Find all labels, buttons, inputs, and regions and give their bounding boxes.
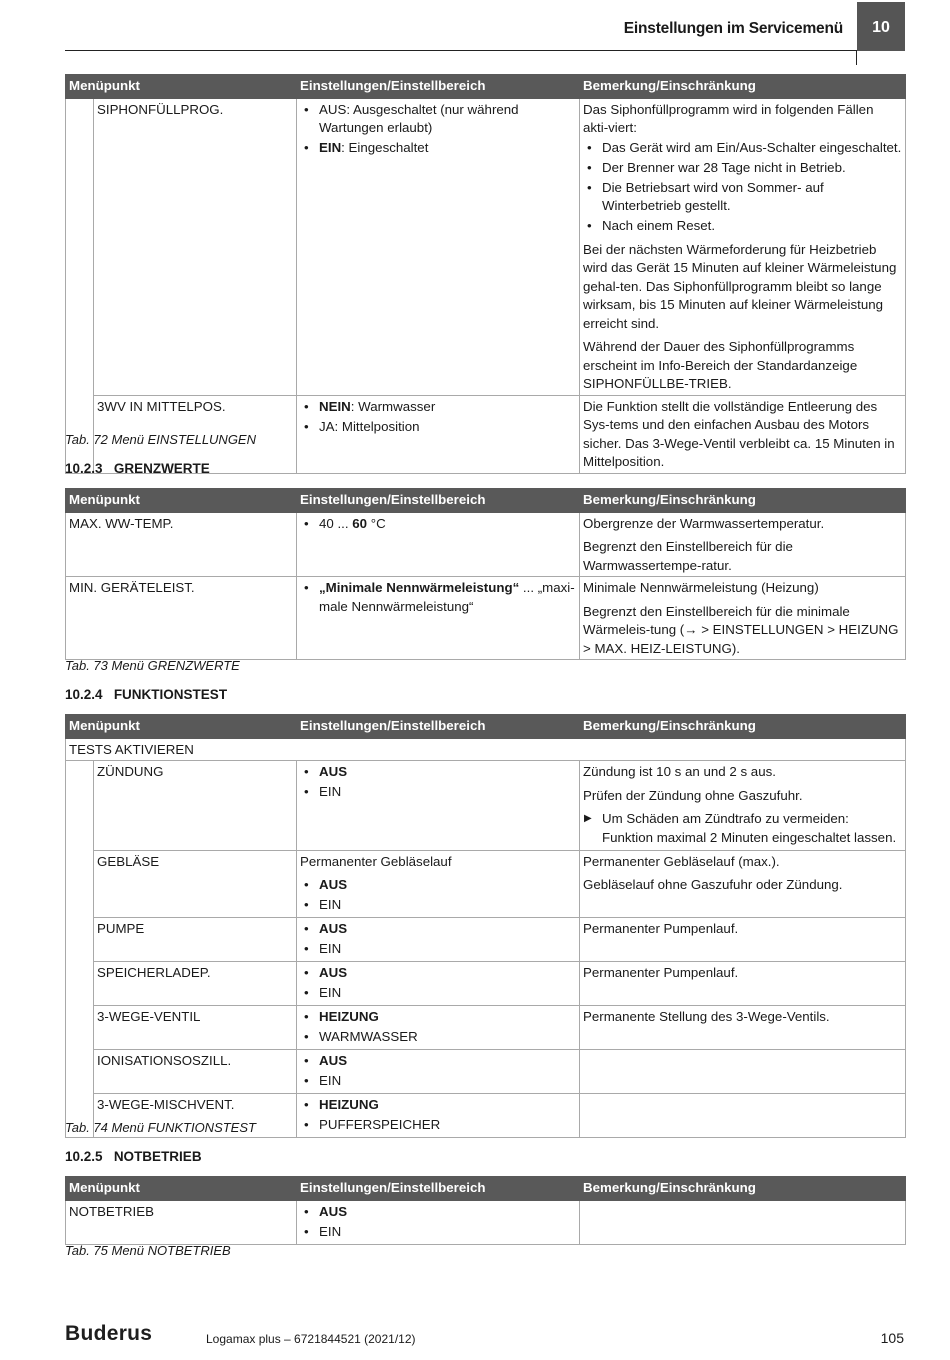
settings-cell [297, 1006, 580, 1050]
header-title: Einstellungen im Servicemenü [623, 20, 843, 37]
menu-item-cell: GEBLÄSE [94, 850, 297, 918]
settings-cell [297, 761, 580, 851]
remark-cell: Die Funktion stellt die vollständige Entleerung des Sys-tems und den einfachen Ausbau des Motors sicher. Das 3-Wege-Ventil verbleibt ca. 15 Minuten in Mittelposition. [580, 395, 906, 473]
table-header-row [66, 489, 906, 513]
col-header-menuepunkt: Menüpunkt [66, 75, 297, 99]
table-header-row [66, 1177, 906, 1201]
settings-cell [297, 577, 580, 660]
remark-text: Während der Dauer des Siphonfüllprogramms erscheint im Info-Bereich der Standardanzeige SIPHONFÜLLBE-TRIEB. [583, 339, 858, 391]
remark-cell [580, 577, 906, 660]
setting-option: • EIN [300, 896, 576, 915]
setting-option: • EIN [300, 940, 576, 959]
setting-option: • EIN [300, 783, 576, 802]
setting-option: • AUS [300, 1052, 576, 1071]
remark-text: Zündung ist 10 s an und 2 s aus. [583, 764, 776, 779]
table-caption: Tab. 73 Menü GRENZWERTE [65, 658, 240, 673]
setting-option: • NEIN: Warmwasser [300, 398, 576, 417]
col-header-einstellungen: Einstellungen/Einstellbereich [297, 1177, 580, 1201]
remark-cell [580, 1050, 906, 1094]
section-heading: 10.2.4 FUNKTIONSTEST [65, 687, 228, 702]
setting-option: • EIN [300, 1072, 576, 1091]
setting-option: • JA: Mittelposition [300, 418, 576, 437]
chapter-number-badge: 10 [857, 2, 905, 51]
menu-item-cell: MIN. GERÄTELEIST. [66, 577, 297, 660]
remark-cell: Permanenter Pumpenlauf. [580, 918, 906, 962]
setting-option: • HEIZUNG [300, 1008, 576, 1027]
remark-text: Permanenter Gebläselauf (max.). [583, 853, 780, 869]
remark-cell [580, 850, 906, 918]
table-header-row [66, 715, 906, 739]
table-row [66, 512, 906, 577]
menu-item-cell: ZÜNDUNG [94, 761, 297, 851]
table-row [66, 577, 906, 660]
remark-cell [580, 1200, 906, 1244]
setting-option: • HEIZUNG [300, 1096, 576, 1115]
menu-item-cell: 3-WEGE-MISCHVENT. [94, 1094, 297, 1138]
col-header-bemerkung: Bemerkung/Einschränkung [580, 75, 906, 99]
setting-option: • WARMWASSER [300, 1028, 576, 1047]
col-header-menuepunkt: Menüpunkt [66, 1177, 297, 1201]
remark-cell [580, 98, 906, 395]
setting-option: • AUS [300, 964, 576, 983]
indent-cell [66, 98, 94, 473]
table-group-row [66, 738, 906, 761]
settings-cell [297, 850, 580, 918]
setting-option: • AUS [300, 763, 576, 782]
brand-logo: Buderus [65, 1322, 153, 1345]
setting-option: • EIN: Eingeschaltet [300, 139, 576, 158]
table-row [66, 918, 906, 962]
setting-option: • AUS [300, 920, 576, 939]
document-reference: Logamax plus – 6721844521 (2021/12) [206, 1332, 416, 1346]
setting-option: • EIN [300, 984, 576, 1003]
table-einstellungen [65, 74, 906, 474]
menu-item-cell: IONISATIONSOSZILL. [94, 1050, 297, 1094]
remark-text: Begrenzt den Einstellbereich für die minimale Wärmeleis-tung (→ > EINSTELLUNGEN > HEIZUNG > MAX. HEIZ-LEISTUNG). [583, 603, 899, 656]
setting-option: • 40 ... 60 °C [300, 515, 576, 534]
table-caption: Tab. 75 Menü NOTBETRIEB [65, 1243, 231, 1258]
settings-cell [297, 512, 580, 577]
section-heading: 10.2.5 NOTBETRIEB [65, 1149, 202, 1164]
menu-item-cell: SIPHONFÜLLPROG. [94, 98, 297, 395]
col-header-einstellungen: Einstellungen/Einstellbereich [297, 489, 580, 513]
settings-cell [297, 918, 580, 962]
settings-cell [297, 962, 580, 1006]
setting-option: • AUS [300, 876, 576, 895]
table-grenzwerte [65, 488, 906, 660]
settings-cell [297, 395, 580, 473]
table-caption: Tab. 72 Menü EINSTELLUNGEN [65, 432, 256, 447]
table-row [66, 1050, 906, 1094]
table-row [66, 962, 906, 1006]
table-row [66, 1006, 906, 1050]
remark-text: Minimale Nennwärmeleistung (Heizung) [583, 580, 819, 595]
remark-text: Das Siphonfüllprogramm wird in folgenden Fällen akti-viert: [583, 101, 874, 135]
menu-item-cell: MAX. WW-TEMP. [66, 512, 297, 577]
section-heading: 10.2.3 GRENZWERTE [65, 461, 210, 476]
remark-bullet: • Das Gerät wird am Ein/Aus-Schalter eingeschaltet. [583, 139, 902, 158]
instruction-step: ▶ Um Schäden am Zündtrafo zu vermeiden: Funktion maximal 2 Minuten eingeschaltet lassen. [583, 810, 902, 847]
settings-cell [297, 1094, 580, 1138]
setting-option: • AUS: Ausgeschaltet (nur während Wartungen erlaubt) [300, 101, 576, 138]
group-label: TESTS AKTIVIEREN [66, 738, 906, 761]
setting-option: • AUS [300, 1203, 576, 1222]
remark-text: Gebläselauf ohne Gaszufuhr oder Zündung. [583, 877, 843, 892]
remark-text: Prüfen der Zündung ohne Gaszufuhr. [583, 787, 803, 803]
remark-text: Bei der nächsten Wärmeforderung für Heizbetrieb wird das Gerät 15 Minuten auf kleiner Wärmeleistung gehal-ten. Das Siphonfüllprogramm bleibt so lange wirksam, bis 15 Minuten auf kleiner Wärmeleistung erreicht sind. [583, 241, 897, 331]
setting-option: • „Minimale Nennwärmeleistung“ ... „maxi-male Nennwärmeleistung“ [300, 579, 576, 616]
table-notbetrieb [65, 1176, 906, 1245]
table-funktionstest [65, 714, 906, 1138]
remark-bullet: • Die Betriebsart wird von Sommer- auf Winterbetrieb gestellt. [583, 179, 902, 216]
table-row [66, 761, 906, 851]
remark-bullet: • Nach einem Reset. [583, 217, 902, 236]
page-number: 105 [880, 1330, 904, 1346]
remark-text: Obergrenze der Warmwassertemperatur. [583, 515, 825, 531]
col-header-einstellungen: Einstellungen/Einstellbereich [297, 75, 580, 99]
setting-option: • PUFFERSPEICHER [300, 1116, 576, 1135]
table-header-row [66, 75, 906, 99]
menu-item-cell: 3-WEGE-VENTIL [94, 1006, 297, 1050]
setting-option: • EIN [300, 1223, 576, 1242]
table-row [66, 98, 906, 395]
header-divider-tick [856, 51, 857, 65]
col-header-einstellungen: Einstellungen/Einstellbereich [297, 715, 580, 739]
remark-cell [580, 1094, 906, 1138]
remark-bullet: • Der Brenner war 28 Tage nicht in Betrieb. [583, 159, 902, 178]
settings-cell [297, 1200, 580, 1244]
remark-cell: Permanente Stellung des 3-Wege-Ventils. [580, 1006, 906, 1050]
settings-cell [297, 1050, 580, 1094]
remark-list [583, 139, 902, 236]
remark-text: Begrenzt den Einstellbereich für die Warmwassertempe-ratur. [583, 539, 793, 573]
menu-item-cell: 3WV IN MITTELPOS. [94, 395, 297, 473]
col-header-bemerkung: Bemerkung/Einschränkung [580, 489, 906, 513]
table-row [66, 850, 906, 918]
menu-item-cell: SPEICHERLADEP. [94, 962, 297, 1006]
col-header-menuepunkt: Menüpunkt [66, 715, 297, 739]
indent-cell [66, 761, 94, 1138]
menu-item-cell: NOTBETRIEB [66, 1200, 297, 1244]
col-header-bemerkung: Bemerkung/Einschränkung [580, 1177, 906, 1201]
remark-cell [580, 512, 906, 577]
table-caption: Tab. 74 Menü FUNKTIONSTEST [65, 1120, 256, 1135]
page-header [65, 4, 905, 51]
col-header-bemerkung: Bemerkung/Einschränkung [580, 715, 906, 739]
remark-cell: Permanenter Pumpenlauf. [580, 962, 906, 1006]
menu-item-cell: PUMPE [94, 918, 297, 962]
settings-cell [297, 98, 580, 395]
remark-cell [580, 761, 906, 851]
settings-text: Permanenter Gebläselauf [300, 853, 452, 869]
col-header-menuepunkt: Menüpunkt [66, 489, 297, 513]
table-row [66, 1200, 906, 1244]
